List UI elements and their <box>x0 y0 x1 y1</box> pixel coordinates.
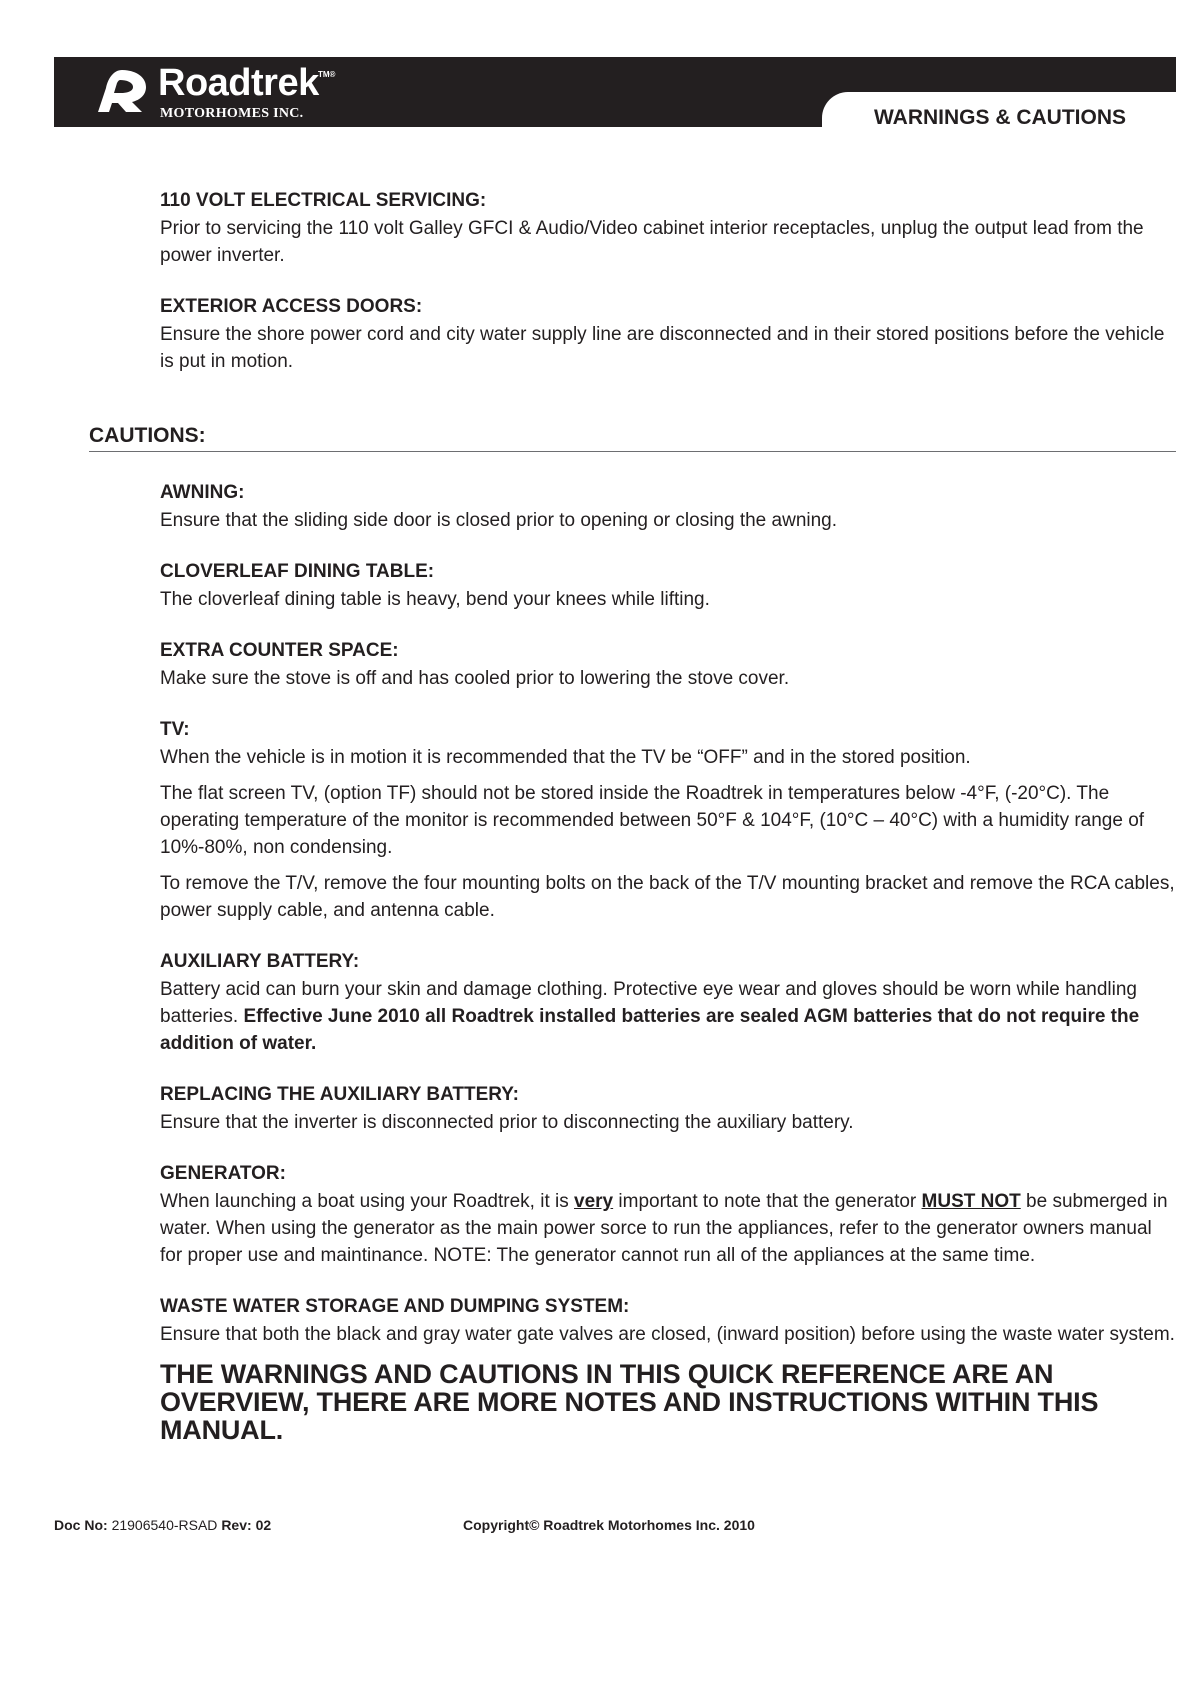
caution-heading: GENERATOR: <box>160 1163 286 1184</box>
warning-text: Prior to servicing the 110 volt Galley GFCI & Audio/Video cabinet interior receptacles, unplug the output lead from the power inverter. <box>160 218 1144 266</box>
caution-battery <box>160 948 1176 1057</box>
caution-heading: WASTE WATER STORAGE AND DUMPING SYSTEM: <box>160 1296 630 1317</box>
caution-text <box>160 976 1176 1057</box>
warning-item <box>160 293 1170 375</box>
caution-text: Ensure that the inverter is disconnected prior to disconnecting the auxiliary battery. <box>160 1112 854 1133</box>
section-title: WARNINGS & CAUTIONS <box>874 106 1126 129</box>
doc-label: Doc No: <box>54 1517 108 1533</box>
caution-text: Ensure that both the black and gray water gate valves are closed, (inward position) before using the waste water system. <box>160 1324 1175 1345</box>
caution-generator <box>160 1160 1176 1269</box>
caution-text: When the vehicle is in motion it is recommended that the TV be “OFF” and in the stored position. <box>160 747 971 768</box>
warnings-list <box>160 187 1170 375</box>
warning-heading: EXTERIOR ACCESS DOORS: <box>160 296 423 317</box>
roadtrek-swoosh-icon <box>96 68 148 114</box>
footer-copyright: Copyright© Roadtrek Motorhomes Inc. 2010 <box>463 1517 755 1533</box>
caution-tv <box>160 716 1176 924</box>
warning-heading: 110 VOLT ELECTRICAL SERVICING: <box>160 190 487 211</box>
cautions-list <box>160 479 1176 1444</box>
logo-subtitle: MOTORHOMES INC. <box>160 106 304 121</box>
warning-text: Ensure the shore power cord and city water supply line are disconnected and in their stored positions before the vehicle is put in motion. <box>160 324 1165 372</box>
caution-awning <box>160 479 1176 534</box>
caution-heading: CLOVERLEAF DINING TABLE: <box>160 561 435 582</box>
caution-heading: REPLACING THE AUXILIARY BATTERY: <box>160 1084 519 1105</box>
caution-text: To remove the T/V, remove the four mounting bolts on the back of the T/V mounting bracket and remove the RCA cables, power supply cable, and antenna cable. <box>160 873 1175 921</box>
generator-emphasis-must-not: MUST NOT <box>921 1191 1021 1212</box>
caution-heading: AWNING: <box>160 482 245 503</box>
generator-text-1: When launching a boat using your Roadtrek, it is <box>160 1191 575 1212</box>
caution-table <box>160 558 1176 613</box>
final-note: THE WARNINGS AND CAUTIONS IN THIS QUICK REFERENCE ARE AN OVERVIEW, THERE ARE MORE NOTES AND INSTRUCTIONS WITHIN THIS MANUAL. <box>160 1359 1099 1445</box>
logo-brand: Roadtrek <box>158 62 319 104</box>
caution-text: Make sure the stove is off and has cooled prior to lowering the stove cover. <box>160 668 790 689</box>
caution-text: The cloverleaf dining table is heavy, bend your knees while lifting. <box>160 589 710 610</box>
rev-label: Rev: <box>221 1517 252 1533</box>
cautions-divider <box>89 451 1176 452</box>
rev-number: 02 <box>255 1517 272 1533</box>
footer-doc-info <box>54 1517 271 1533</box>
caution-heading: TV: <box>160 719 190 740</box>
caution-text-bold: Effective June 2010 all Roadtrek installed batteries are sealed AGM batteries that do not require the addition of water. <box>160 1006 1140 1054</box>
caution-heading: AUXILIARY BATTERY: <box>160 951 360 972</box>
caution-text: The flat screen TV, (option TF) should not be stored inside the Roadtrek in temperatures below -4°F, (-20°C). The operating temperature of the monitor is recommended between 50°F & 104°F, (10°C – 40°C) with a humidity range of 10%-80%, non condensing. <box>160 783 1145 858</box>
caution-text: Ensure that the sliding side door is closed prior to opening or closing the awning. <box>160 510 838 531</box>
caution-heading: EXTRA COUNTER SPACE: <box>160 640 399 661</box>
generator-emphasis-very: very <box>574 1191 614 1212</box>
cautions-heading: CAUTIONS: <box>89 424 206 447</box>
caution-counter <box>160 637 1176 692</box>
warning-item <box>160 187 1170 269</box>
caution-text <box>160 1188 1176 1269</box>
caution-waste-water <box>160 1293 1176 1348</box>
generator-text-2: important to note that the generator <box>613 1191 922 1212</box>
caution-text-plain: Battery acid can burn your skin and damage clothing. Protective eye wear and gloves should be worn while handling batteries. <box>160 979 1137 1027</box>
caution-replacing-battery <box>160 1081 1176 1136</box>
logo-trademark: TM® <box>318 70 336 79</box>
generator-text-3: be submerged in water. When using the generator as the main power sorce to run the appliances, refer to the generator owners manual for proper use and maintinance. NOTE: The generator cannot run all of the appliances at the same time. <box>160 1191 1168 1266</box>
doc-number: 21906540-RSAD <box>111 1517 218 1533</box>
